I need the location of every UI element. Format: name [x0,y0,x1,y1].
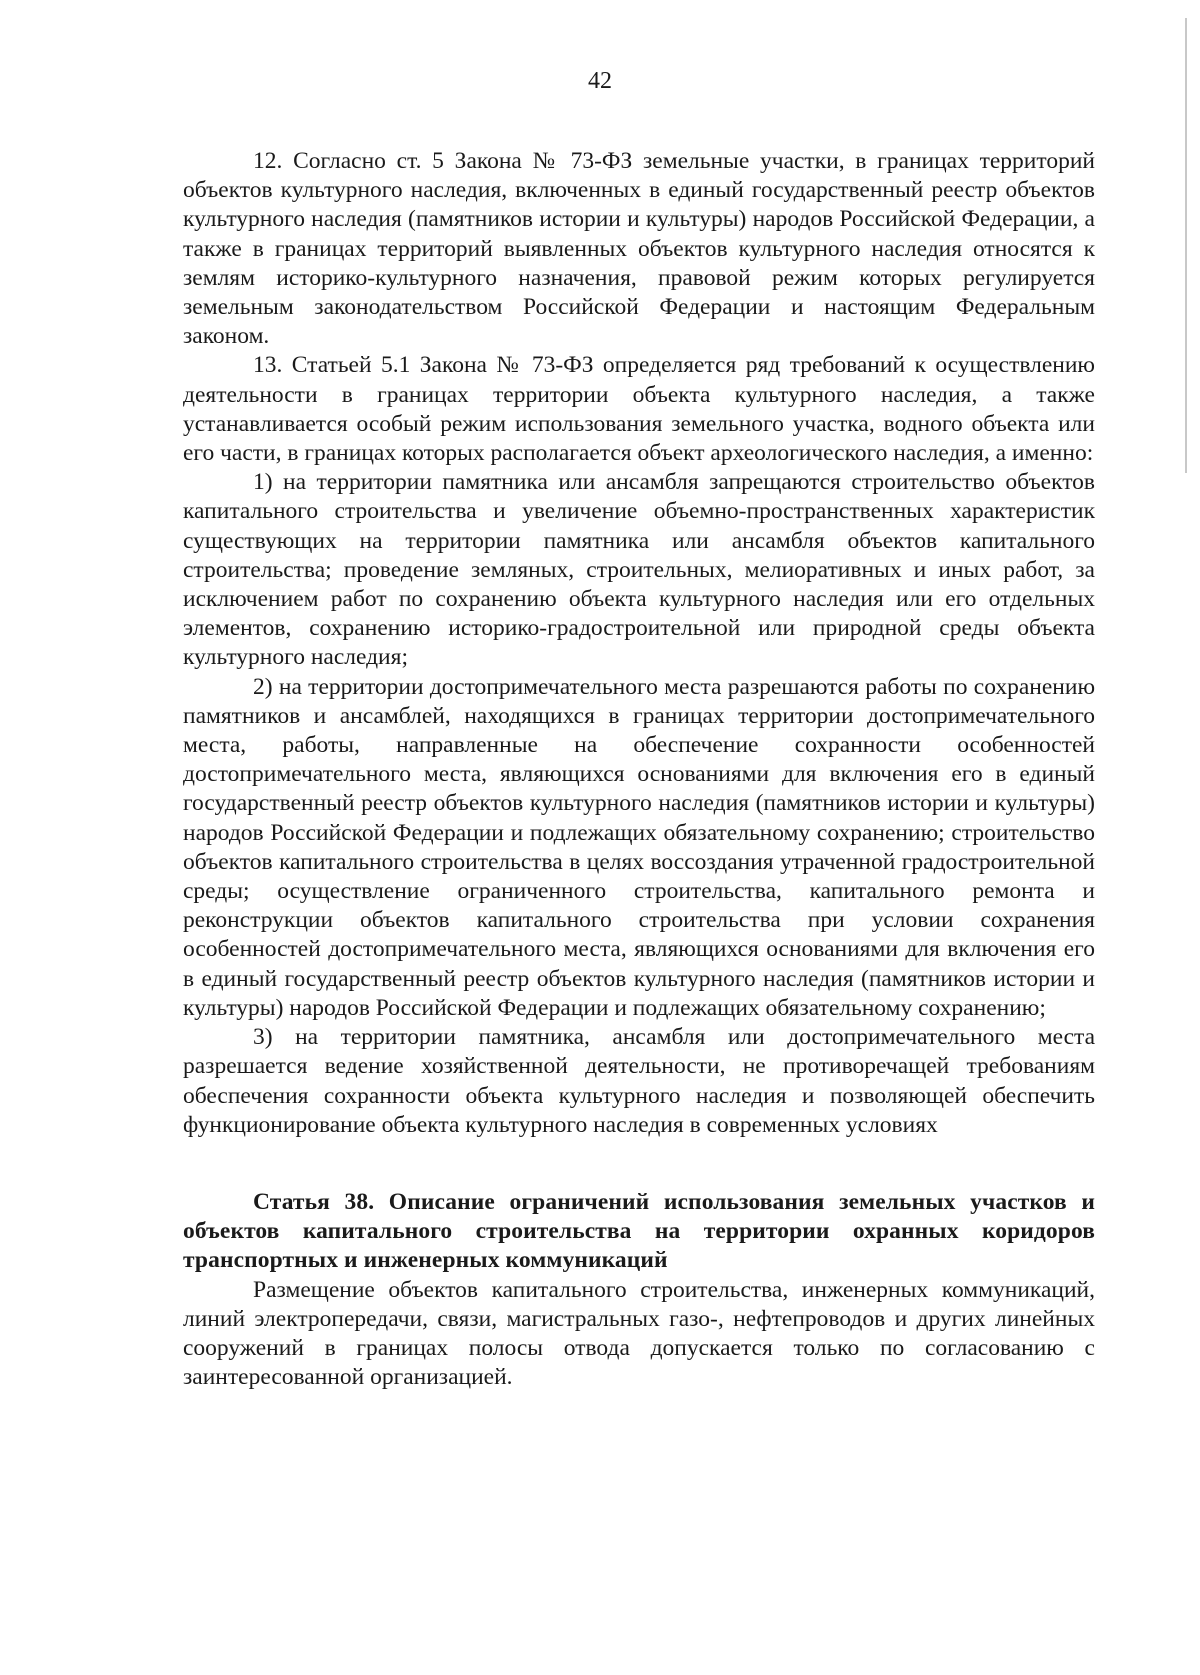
paragraph-12: 12. Согласно ст. 5 Закона № 73-ФЗ земельные участки, в границах территорий объектов культурного наследия, включенных в единый государственный реестр объектов культурного наследия (памятников истории и культуры) народов Российской Федерации, а также в границах территорий выявленных объектов культурного наследия относятся к землям историко-культурного назначения, правовой режим которых регулируется земельным законодательством Российской Федерации и настоящим Федеральным законом. [183,148,1095,350]
article-38-body: Размещение объектов капитального строительства, инженерных коммуникаций, линий электропередачи, связи, магистральных газо-, нефтепроводов и других линейных сооружений в границах полосы отвода допускается только по согласованию с заинтересованной организацией. [183,1276,1095,1391]
list-item-1: 1) на территории памятника или ансамбля запрещаются строительство объектов капитального строительства и увеличение объемно-пространственных характеристик существующих на территории памятника или ансамбля объектов капитального строительства; проведение земляных, строительных, мелиоративных и иных работ, за исключением работ по сохранению объекта культурного наследия или его отдельных элементов, сохранению историко-градостроительной или природной среды объекта культурного наследия; [183,469,1095,671]
list-item-3: 3) на территории памятника, ансамбля или достопримечательного места разрешается ведение хозяйственной деятельности, не противоречащей требованиям обеспечения сохранности объекта культурного наследия и позволяющей обеспечить функционирование объекта культурного наследия в современных условиях [183,1024,1095,1138]
document-body [183,147,1095,1392]
page-number: 42 [588,68,612,94]
article-38-heading: Статья 38. Описание ограничений использования земельных участков и объектов капитального строительства на территории охранных коридоров транспортных и инженерных коммуникаций [183,1188,1095,1274]
paragraph-13: 13. Статьей 5.1 Закона № 73-ФЗ определяется ряд требований к осуществлению деятельности в границах территории объекта культурного наследия, а также устанавливается особый режим использования земельного участка, водного объекта или его части, в границах которых располагается объект археологического наследия, а именно: [183,352,1095,467]
list-item-2: 2) на территории достопримечательного места разрешаются работы по сохранению памятников и ансамблей, находящихся в границах территории достопримечательного места, работы, направленные на обеспечение сохранности особенностей достопримечательного места, являющихся основаниями для включения его в единый государственный реестр объектов культурного наследия (памятников истории и культуры) народов Российской Федерации и подлежащих обязательному сохранению; строительство объектов капитального строительства в целях воссоздания утраченной градостроительной среды; осуществление ограниченного строительства, капитального ремонта и реконструкции объектов капитального строительства при условии сохранения особенностей достопримечательного места, являющихся основаниями для включения его в единый государственный реестр объектов культурного наследия (памятников истории и культуры) народов Российской Федерации и подлежащих обязательному сохранению; [183,673,1095,1021]
